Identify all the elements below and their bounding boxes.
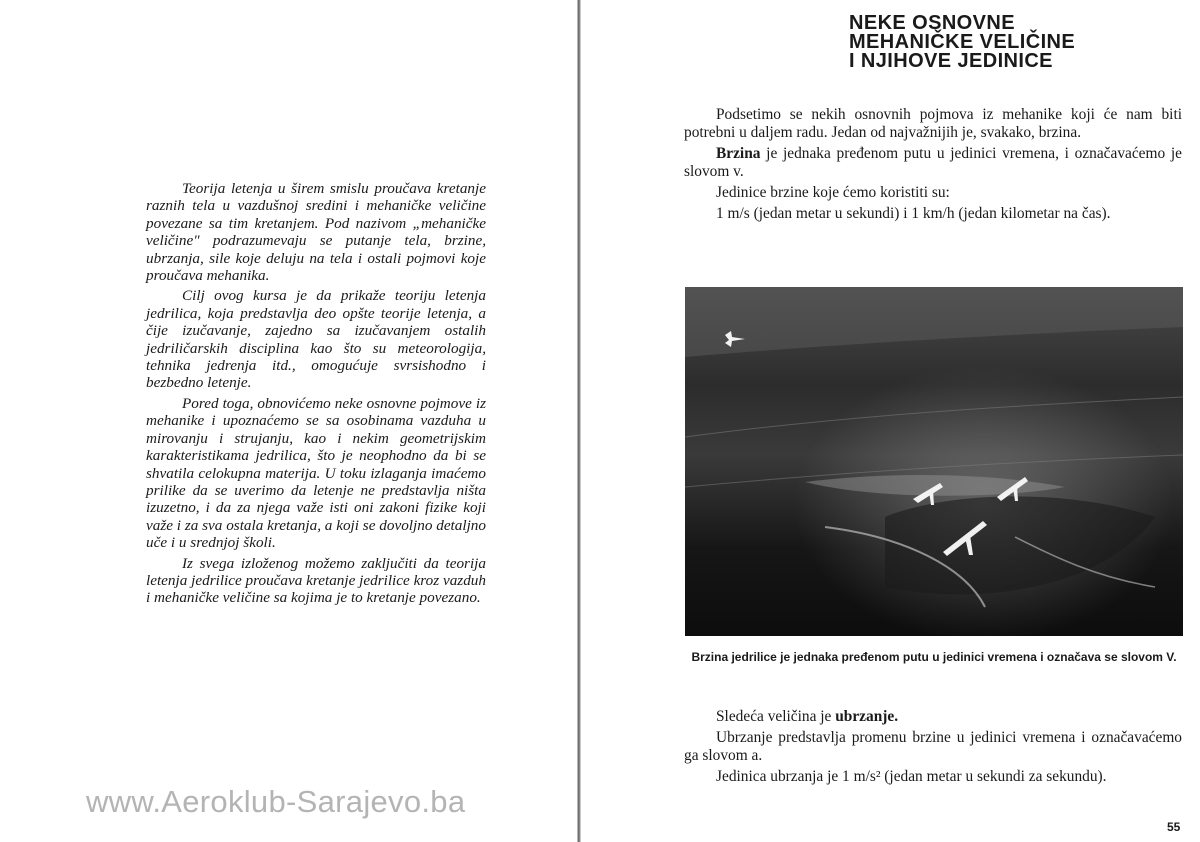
intro-paragraph: Iz svega izloženog možemo zaključiti da teorija letenja jedrilice proučava kretanje jedrilice kroz vazduh i mehaničke veličine sa kojima je to kretanje povezano. [146,554,486,607]
right-page [581,0,1200,842]
title-line: I NJIHOVE JEDINICE [849,50,1053,72]
intro-paragraph: Pored toga, obnovićemo neke osnovne pojmove iz mehanike i upoznaćemo se sa osobinama vazduha u mirovanju i strujanju, kao i nekim geometrijskim karakteristikama jedrilica, što je neophodno da bi se shvatila celokupna materija. U toku izlaganja imaćemo prilike da se uverimo da letenje ne predstavlja ništa izuzetno, i da za njega važe isti oni zakoni fizike koji važe i za sva ostala kretanja, a koji se dovoljno detaljno uče i u srednjoj školi. [146,394,486,552]
intro-paragraph: Cilj ovog kursa je da prikaže teoriju letenja jedrilica, koja predstavlja deo opšte teorije letenja, a čije izučavanje, zajedno sa izučavanjem ostalih jedriličarskih disciplina kao što su meteorologija, tehnika jedrenja itd., omogućuje svrsishodno i bezbedno letenje. [146,287,486,392]
title-line: MEHANIČKE VELIČINE [849,31,1076,53]
photo-caption: Brzina jedrilice je jednaka pređenom putu u jedinici vremena i označava se slovom V. [691,650,1177,664]
title-line: NEKE OSNOVNE [849,12,1015,34]
velocity-definition: je jednaka pređenom putu u jedinici vremena, i označavaćemo je slovom v. [684,145,1182,180]
website-watermark: www.Aeroklub-Sarajevo.ba [86,784,466,819]
term-velocity: Brzina [716,145,761,162]
intro-paragraph: Teorija letenja u širem smislu proučava kretanje raznih tela u vazdušnoj sredini i mehaničke veličine povezane sa tim kretanjem. Pod nazivom „mehaničke veličine" podrazumevaju se putanje tela, brzine, ubrzanja, sile koje deluju na tela i ostali pojmovi koje proučava mehanika. [146,180,486,285]
aerial-landscape [685,287,1183,636]
paragraph-acceleration-definition: Ubrzanje predstavlja promenu brzine u jedinici vremena i označavaćemo ga slovom a. [684,729,1182,764]
paragraph-units: 1 m/s (jedan metar u sekundi) i 1 km/h (jedan kilometar na čas). [716,205,1111,222]
paragraph-acceleration-unit: Jedinica ubrzanja je 1 m/s² (jedan metar u sekundi za sekundu). [716,768,1107,785]
paragraph-velocity [684,145,1182,181]
body-text-top [684,106,1182,226]
page-number: 55 [1167,820,1181,834]
term-acceleration: ubrzanje. [835,708,899,725]
field-line [685,397,1183,437]
field-patch [805,475,1065,496]
sky-haze [685,287,1183,357]
body-text-bottom [684,708,1182,789]
acceleration-lead: Sledeća veličina je [716,708,836,725]
paragraph-units-intro: Jedinice brzine koje ćemo koristiti su: [716,184,950,201]
hill [885,496,1155,594]
chapter-title [849,14,1075,71]
intro-text [146,180,486,610]
left-page [0,0,578,842]
paragraph-intro: Podsetimo se nekih osnovnih pojmova iz mehanike koji će nam biti potrebni u daljem radu. Jedan od najvažnijih je, svakako, brzina. [684,106,1182,141]
paragraph-acceleration [684,708,1182,726]
glider-photo [685,287,1183,636]
